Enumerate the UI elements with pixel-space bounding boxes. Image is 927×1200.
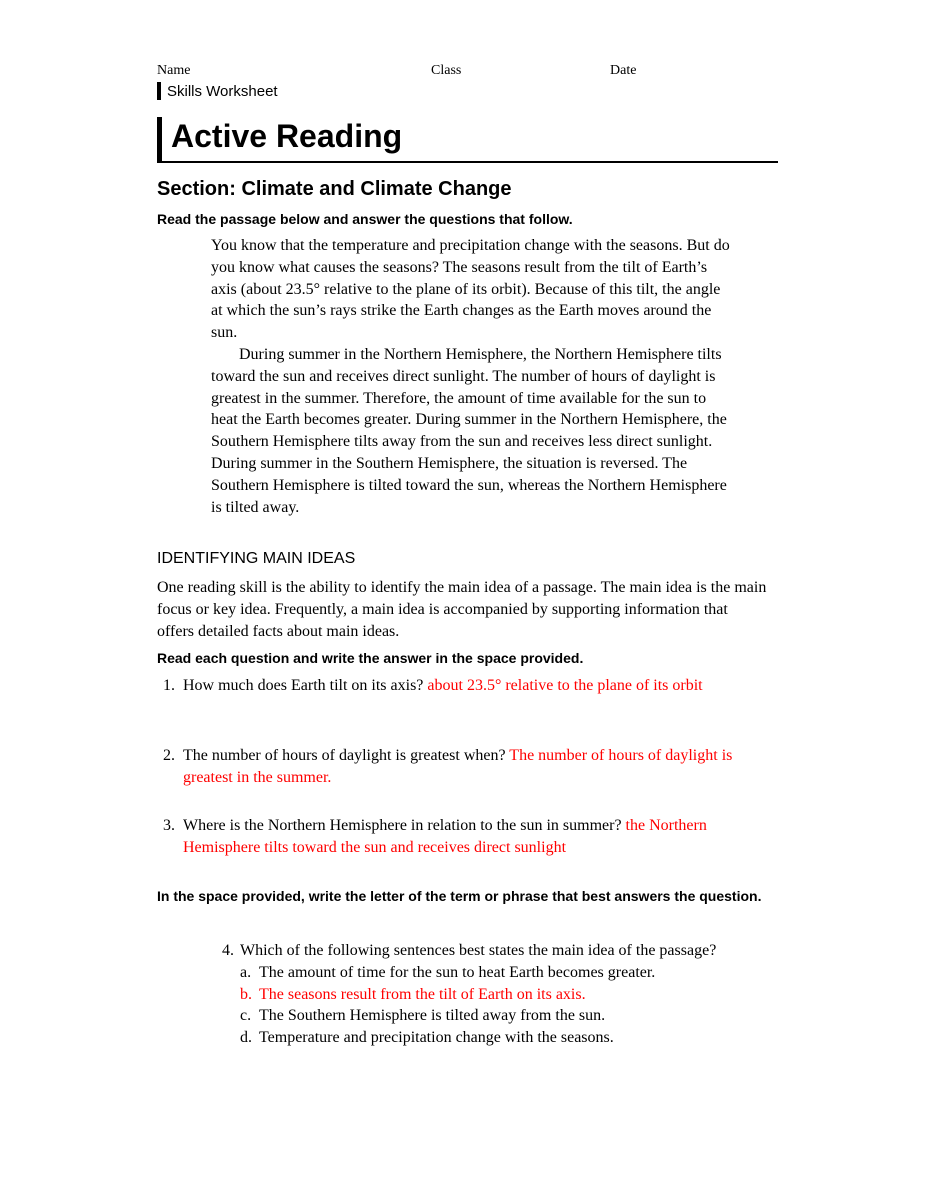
option-text: The amount of time for the sun to heat Earth becomes greater. <box>259 963 656 981</box>
question-text: How much does Earth tilt on its axis? <box>183 677 428 694</box>
worksheet-type-bar <box>157 82 161 100</box>
instructions-passage: Read the passage below and answer the questions that follow. <box>157 211 573 227</box>
question-text: The number of hours of daylight is greatest when? <box>183 747 510 764</box>
option-letter: d. <box>240 1029 252 1047</box>
question-4 <box>222 940 762 1049</box>
question-number: 2. <box>163 747 175 764</box>
answer-text[interactable]: the Northern Hemisphere tilts toward the sun and receives direct sunlight <box>183 817 707 856</box>
option-d[interactable] <box>240 1027 762 1049</box>
question-number: 3. <box>163 817 175 834</box>
option-c[interactable] <box>240 1005 762 1027</box>
page-title: Active Reading <box>171 118 403 154</box>
title-block <box>157 117 778 163</box>
question-number: 4. <box>222 942 234 959</box>
option-letter: b. <box>240 985 252 1003</box>
question-text: Where is the Northern Hemisphere in relation to the sun in summer? <box>183 817 626 834</box>
instructions-questions: Read each question and write the answer in the space provided. <box>157 650 584 666</box>
question-3 <box>163 815 773 859</box>
question-2 <box>163 745 773 789</box>
option-letter: a. <box>240 963 252 981</box>
option-text: Temperature and precipitation change with the seasons. <box>259 1029 614 1047</box>
worksheet-type-label: Skills Worksheet <box>167 82 278 100</box>
passage-paragraph-2: During summer in the Northern Hemisphere, the Northern Hemisphere tilts toward the sun and receives direct sunlight. The number of hours of daylight is greatest in the summer. Therefore, the amount of time available for the sun to heat the Earth becomes greater. During summer in the Northern Hemisphere, the Southern Hemisphere tilts away from the sun and receives less direct sunlight. During summer in the Southern Hemisphere, the situation is reversed. The Southern Hemisphere is tilted toward the sun, whereas the Northern Hemisphere is tilted away. <box>211 345 727 516</box>
section-heading: Section: Climate and Climate Change <box>157 178 512 200</box>
date-label: Date <box>610 63 637 78</box>
name-label: Name <box>157 63 191 78</box>
option-text: The seasons result from the tilt of Earth on its axis. <box>259 985 586 1003</box>
answer-text[interactable]: about 23.5° relative to the plane of its orbit <box>427 677 703 694</box>
question-1 <box>163 675 773 697</box>
reading-passage <box>211 235 731 518</box>
worksheet-type <box>157 82 278 100</box>
title-accent-bar <box>157 117 162 161</box>
question-number: 1. <box>163 677 175 694</box>
option-a[interactable] <box>240 962 762 984</box>
answer-text[interactable]: The number of hours of daylight is greatest in the summer. <box>183 747 733 786</box>
skill-heading: IDENTIFYING MAIN IDEAS <box>157 550 356 567</box>
question-text: Which of the following sentences best states the main idea of the passage? <box>240 942 717 959</box>
option-letter: c. <box>240 1007 252 1025</box>
instructions-multiple-choice: In the space provided, write the letter of the term or phrase that best answers the question. <box>157 888 762 904</box>
option-b-selected[interactable] <box>240 984 762 1006</box>
class-label: Class <box>431 63 462 78</box>
skill-description: One reading skill is the ability to identify the main idea of a passage. The main idea is the main focus or key idea. Frequently, a main idea is accompanied by supporting information that offers detailed facts about main ideas. <box>157 579 767 640</box>
passage-paragraph-1: You know that the temperature and precipitation change with the seasons. But do you know what causes the seasons? The seasons result from the tilt of Earth’s axis (about 23.5° relative to the plane of its orbit). Because of this tilt, the angle at which the sun’s rays strike the Earth changes as the Earth moves around the sun. <box>211 237 730 342</box>
option-text: The Southern Hemisphere is tilted away from the sun. <box>259 1007 606 1025</box>
